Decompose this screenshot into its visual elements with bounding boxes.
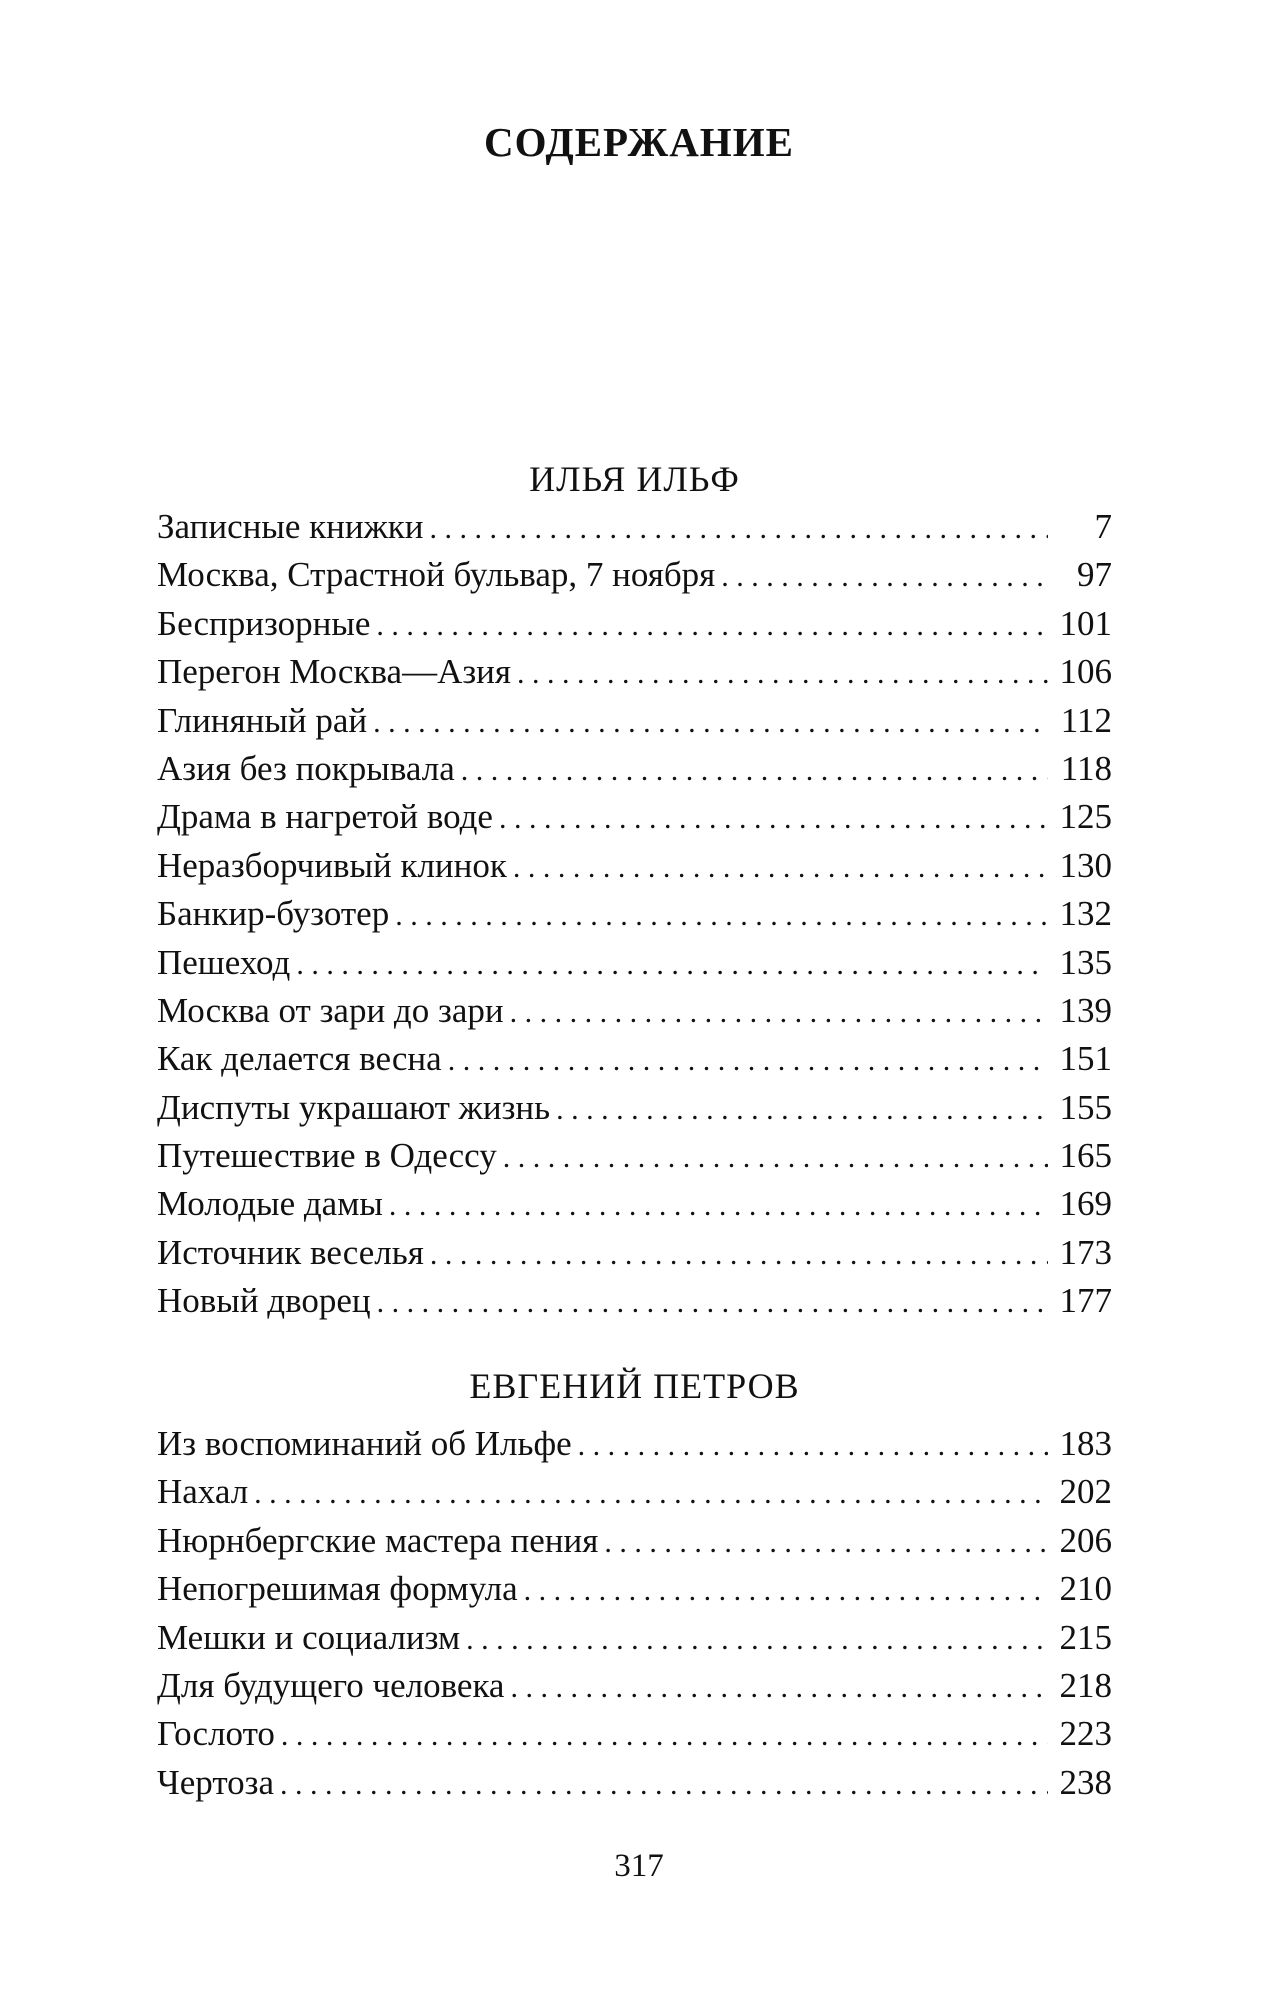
toc-entry-title: Путешествие в Одессу <box>157 1136 497 1176</box>
toc-entry-page: 125 <box>1059 797 1112 837</box>
toc-entry-title: Банкир-бузотер <box>157 894 390 934</box>
toc-entry-title: Гослото <box>157 1714 275 1754</box>
toc-entry-title: Перегон Москва—Азия <box>157 652 511 692</box>
toc-entry-page: 238 <box>1059 1762 1112 1802</box>
toc-entry <box>157 842 1112 890</box>
toc-entry-page: 218 <box>1059 1665 1112 1705</box>
toc-entry-page: 130 <box>1059 845 1112 885</box>
toc-entry-page: 139 <box>1059 990 1112 1030</box>
toc-entry-title: Азия без покрывала <box>157 748 455 788</box>
toc-entry-page: 202 <box>1059 1472 1112 1512</box>
toc-entry-page: 112 <box>1060 700 1112 740</box>
dot-leader <box>281 1712 1048 1760</box>
toc-entry-page: 132 <box>1059 894 1112 934</box>
toc-entry-title: Для будущего человека <box>157 1665 505 1705</box>
toc-entry-page: 101 <box>1059 603 1112 643</box>
dot-leader <box>373 699 1048 747</box>
toc-entry <box>157 793 1112 841</box>
toc-entry-page: 118 <box>1060 748 1112 788</box>
dot-leader <box>461 747 1048 795</box>
toc-entry-title: Источник веселья <box>157 1232 424 1272</box>
toc-entry <box>157 1662 1112 1710</box>
dot-leader <box>503 1134 1048 1182</box>
toc-entry <box>157 987 1112 1035</box>
toc-entry-title: Молодые дамы <box>157 1184 383 1224</box>
toc-entry-page: 173 <box>1059 1232 1112 1272</box>
toc-entry-title: Диспуты украшают жизнь <box>157 1087 551 1127</box>
dot-leader <box>513 844 1048 892</box>
toc-entry <box>157 1468 1112 1516</box>
toc-entry <box>157 1710 1112 1758</box>
toc-entry-list <box>157 1420 1112 1807</box>
toc-entry-title: Пешеход <box>157 942 291 982</box>
toc-entry-page: 151 <box>1059 1039 1112 1079</box>
toc-entry-page: 215 <box>1059 1617 1112 1657</box>
toc-entry-page: 210 <box>1059 1569 1112 1609</box>
toc-entry <box>157 890 1112 938</box>
toc-entry-page: 106 <box>1059 652 1112 692</box>
dot-leader <box>510 989 1048 1037</box>
toc-entry <box>157 1759 1112 1807</box>
toc-entry-title: Неразборчивый клинок <box>157 845 507 885</box>
section-heading: ЕВГЕНИЙ ПЕТРОВ <box>469 1366 800 1406</box>
dot-leader <box>280 1761 1048 1809</box>
dot-leader <box>448 1037 1048 1085</box>
toc-entry <box>157 1420 1112 1468</box>
toc-entry-page: 177 <box>1059 1281 1112 1321</box>
toc-entry-page: 97 <box>1077 555 1112 595</box>
toc-entry <box>157 1229 1112 1277</box>
toc-entry <box>157 1614 1112 1662</box>
toc-entry-title: Чертоза <box>157 1762 275 1802</box>
toc-entry <box>157 551 1112 599</box>
toc-entry-page: 155 <box>1059 1087 1112 1127</box>
dot-leader <box>517 650 1048 698</box>
toc-entry-page: 206 <box>1059 1520 1112 1560</box>
toc-entry-page: 135 <box>1059 942 1112 982</box>
dot-leader <box>721 553 1048 601</box>
toc-entry-page: 169 <box>1059 1184 1112 1224</box>
toc-entry-title: Из воспоминаний об Ильфе <box>157 1424 572 1463</box>
toc-entry-title: Новый дворец <box>157 1281 371 1321</box>
toc-entry-list <box>157 503 1112 1326</box>
toc-entry <box>157 745 1112 793</box>
toc-entry <box>157 697 1112 745</box>
toc-entry-title: Как делается весна <box>157 1039 442 1079</box>
toc-entry <box>157 1084 1112 1132</box>
dot-leader <box>578 1422 1048 1470</box>
dot-leader <box>377 1279 1048 1327</box>
toc-entry <box>157 503 1112 551</box>
dot-leader <box>376 602 1048 650</box>
toc-entry <box>157 648 1112 696</box>
toc-entry <box>157 1277 1112 1325</box>
dot-leader <box>430 505 1048 553</box>
toc-entry <box>157 1132 1112 1180</box>
toc-entry-title: Москва от зари до зари <box>157 990 504 1030</box>
dot-leader <box>296 941 1048 989</box>
toc-entry-title: Непогрешимая формула <box>157 1569 518 1609</box>
toc-entry-title: Драма в нагретой воде <box>157 797 493 837</box>
dot-leader <box>389 1182 1048 1230</box>
dot-leader <box>254 1470 1048 1518</box>
dot-leader <box>510 1664 1048 1712</box>
page-title: СОДЕРЖАНИЕ <box>484 119 794 165</box>
toc-entry-page: 183 <box>1059 1424 1112 1463</box>
toc-entry <box>157 1035 1112 1083</box>
toc-entry-title: Нахал <box>157 1472 249 1512</box>
toc-entry <box>157 939 1112 987</box>
toc-entry-title: Записные книжки <box>157 507 424 546</box>
toc-entry <box>157 600 1112 648</box>
dot-leader <box>466 1616 1048 1664</box>
toc-section-ilf <box>157 455 1112 1326</box>
dot-leader <box>524 1567 1048 1615</box>
section-heading: ИЛЬЯ ИЛЬФ <box>529 459 740 499</box>
toc-entry-title: Беспризорные <box>157 603 371 643</box>
toc-entry-title: Нюрнбергские мастера пения <box>157 1520 599 1560</box>
dot-leader <box>430 1231 1048 1279</box>
dot-leader <box>499 795 1048 843</box>
toc-entry-page: 165 <box>1059 1136 1112 1176</box>
toc-entry <box>157 1180 1112 1228</box>
toc-entry-title: Мешки и социализм <box>157 1617 461 1657</box>
toc-section-petrov <box>157 1362 1112 1807</box>
toc-entry-page: 223 <box>1059 1714 1112 1754</box>
toc-entry <box>157 1517 1112 1565</box>
dot-leader <box>395 892 1048 940</box>
dot-leader <box>604 1519 1048 1567</box>
toc-entry-title: Глиняный рай <box>157 700 368 740</box>
toc-entry-page: 7 <box>1094 507 1112 546</box>
page-number: 317 <box>614 1848 664 1884</box>
toc-entry-title: Москва, Страстной бульвар, 7 ноября <box>157 555 716 595</box>
toc-entry <box>157 1565 1112 1613</box>
dot-leader <box>556 1086 1048 1134</box>
